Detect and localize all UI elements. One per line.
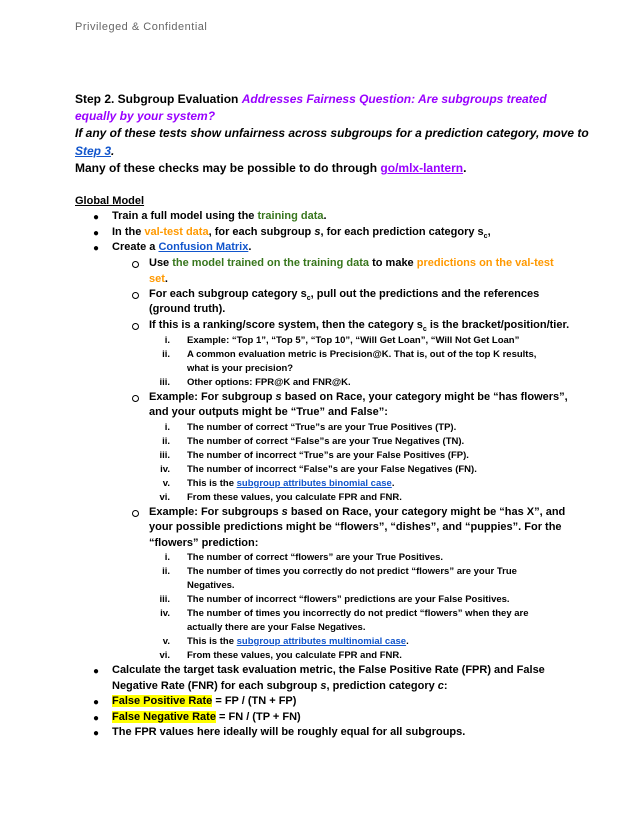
- text: ,: [487, 226, 491, 238]
- calc-metric-item: Calculate the target task evaluation metric, the False Positive Rate (FPR) and False: [112, 664, 545, 676]
- text: .: [323, 210, 327, 222]
- period: .: [463, 161, 467, 175]
- checks-line: [75, 161, 466, 175]
- checks-text: Many of these checks may be possible to do through: [75, 161, 378, 175]
- bullet-icon: ●: [93, 212, 100, 223]
- list-number: iv.: [160, 464, 170, 475]
- flowers-true-negatives: The number of times you correctly do not predict “flowers” are your True: [187, 566, 517, 577]
- each-subgroup-item: [149, 288, 539, 302]
- list-number: v.: [162, 478, 170, 489]
- text: based on Race, your category might be “has X”, and: [287, 506, 566, 518]
- text: .: [391, 478, 395, 489]
- fairness-question-cont: equally by your system?: [75, 109, 216, 123]
- list-number: v.: [162, 636, 170, 647]
- hollow-bullet-icon: [132, 292, 139, 299]
- flowers-false-negatives: The number of times you incorrectly do not predict “flowers” when they are: [187, 608, 529, 619]
- calc-metric-item-cont: [112, 680, 448, 692]
- val-test-term: val-test data: [144, 226, 209, 238]
- example-multinomial-cont2: “flowers” prediction:: [149, 537, 259, 549]
- var-c: c: [437, 680, 444, 692]
- use-model-item-cont: [149, 273, 168, 285]
- other-options: Other options: FPR@K and FNR@K.: [187, 377, 351, 388]
- global-model-heading: [75, 195, 144, 207]
- ranking-example: Example: “Top 1”, “Top 5”, “Top 10”, “Will Get Loan”, “Will Not Get Loan”: [187, 335, 520, 346]
- lantern-link[interactable]: go/mlx-lantern: [380, 161, 464, 175]
- text: In the: [112, 226, 145, 238]
- confusion-matrix-link[interactable]: Confusion Matrix: [158, 241, 249, 253]
- use-model-item: [149, 257, 554, 269]
- var-s: s: [281, 506, 288, 518]
- list-number: i.: [164, 335, 170, 346]
- list-number: vi.: [159, 650, 170, 661]
- var-s: s: [275, 391, 282, 403]
- bullet-icon: ●: [93, 228, 100, 239]
- flowers-false-negatives-cont: actually there are your False Negatives.: [187, 622, 366, 633]
- calc-fpr-fnr-2: From these values, you calculate FPR and FNR.: [187, 650, 402, 661]
- example-multinomial-cont: your possible predictions might be “flowers”, “dishes”, and “puppies”. For the: [149, 521, 562, 533]
- trained-model-term: the model trained on the training data: [172, 257, 370, 269]
- text: Example: For subgroups: [149, 506, 282, 518]
- hollow-bullet-icon: [132, 323, 139, 330]
- train-model-item: [112, 210, 327, 222]
- flowers-true-positives: The number of correct “flowers” are your True Positives.: [187, 552, 444, 563]
- var-s: s: [314, 226, 321, 238]
- hollow-bullet-icon: [132, 261, 139, 268]
- true-positives: The number of correct “True”s are your True Positives (TP).: [187, 422, 457, 433]
- false-negatives: The number of incorrect “False”s are your False Negatives (FN).: [187, 464, 477, 475]
- subscript: c: [483, 233, 488, 241]
- text: .: [164, 273, 168, 285]
- text: Train a full model using the: [112, 210, 258, 222]
- text: .: [406, 636, 409, 647]
- fnr-formula: = FN / (TP + FN): [215, 711, 301, 723]
- text: , prediction category: [326, 680, 438, 692]
- confusion-matrix-item: [112, 241, 251, 253]
- multinomial-case-link[interactable]: subgroup attributes multinomial case: [236, 636, 407, 647]
- fpr-equal-item: The FPR values here ideally will be roughly equal for all subgroups.: [112, 726, 466, 738]
- false-positives: The number of incorrect “True”s are your False Positives (FP).: [187, 450, 469, 461]
- fnr-label: False Negative Rate: [112, 711, 216, 723]
- text: , pull out the predictions and the references: [310, 288, 540, 300]
- bullet-icon: ●: [93, 728, 100, 739]
- example-binomial-cont: and your outputs might be “True” and False”:: [149, 406, 388, 418]
- hollow-bullet-icon: [132, 510, 139, 517]
- list-number: i.: [164, 552, 170, 563]
- list-number: ii.: [162, 566, 170, 577]
- fnr-formula-item: [112, 711, 301, 723]
- fpr-formula-item: [112, 695, 296, 707]
- bullet-icon: ●: [93, 713, 100, 724]
- step3-link[interactable]: Step 3: [75, 144, 112, 158]
- text: , for each subgroup: [208, 226, 315, 238]
- subscript: c: [306, 295, 311, 303]
- ranking-item: [149, 319, 569, 333]
- hollow-bullet-icon: [132, 395, 139, 402]
- list-number: iii.: [159, 450, 170, 461]
- bullet-icon: ●: [93, 697, 100, 708]
- list-number: ii.: [162, 349, 170, 360]
- var-s: s: [320, 680, 327, 692]
- multinomial-case-line: [187, 636, 409, 647]
- text: Create a: [112, 241, 159, 253]
- bullet-icon: ●: [93, 666, 100, 677]
- fpr-label: False Positive Rate: [112, 695, 213, 707]
- list-number: iv.: [160, 608, 170, 619]
- binomial-case-link[interactable]: subgroup attributes binomial case: [236, 478, 392, 489]
- list-number: vi.: [159, 492, 170, 503]
- move-instruction: If any of these tests show unfairness across subgroups for a prediction category, move to: [75, 126, 589, 140]
- text: :: [443, 680, 448, 692]
- text: Negative Rate (FNR) for each subgroup: [112, 680, 321, 692]
- flowers-false-positives: The number of incorrect “flowers” predictions are your False Positives.: [187, 594, 510, 605]
- calc-fpr-fnr: From these values, you calculate FPR and FNR.: [187, 492, 402, 503]
- example-multinomial: [149, 506, 565, 518]
- text: based on Race, your category might be “has flowers”,: [281, 391, 568, 403]
- each-subgroup-item-cont: (ground truth).: [149, 303, 226, 315]
- text: Example: For subgroup: [149, 391, 276, 403]
- precision-at-k: A common evaluation metric is Precision@K. That is, out of the top K results,: [187, 349, 537, 360]
- confidentiality-header: Privileged & Confidential: [75, 21, 208, 33]
- val-test-item: [112, 226, 491, 240]
- period: .: [111, 144, 115, 158]
- list-number: iii.: [159, 377, 170, 388]
- step3-line: [75, 144, 114, 158]
- global-model-heading-text: Global Model: [75, 195, 145, 207]
- text: This is the: [187, 636, 237, 647]
- text: .: [248, 241, 252, 253]
- predictions-term: predictions on the val-test: [416, 257, 554, 269]
- list-number: i.: [164, 422, 170, 433]
- true-negatives: The number of correct “False”s are your True Negatives (TN).: [187, 436, 465, 447]
- text: For each subgroup category s: [149, 288, 307, 300]
- list-number: ii.: [162, 436, 170, 447]
- fairness-question: Addresses Fairness Question: Are subgroups treated: [241, 92, 547, 106]
- text: If this is a ranking/score system, then the category s: [149, 319, 423, 331]
- fpr-formula: = FP / (TN + FP): [212, 695, 297, 707]
- step-title: Step 2. Subgroup Evaluation: [75, 92, 239, 106]
- list-number: iii.: [159, 594, 170, 605]
- binomial-case-line: [187, 478, 394, 489]
- text: , for each prediction category s: [320, 226, 484, 238]
- training-data-term: training data: [257, 210, 324, 222]
- flowers-true-negatives-cont: Negatives.: [187, 580, 235, 591]
- subscript: c: [422, 326, 427, 334]
- bullet-icon: ●: [93, 243, 100, 254]
- step-heading-line-1: [75, 92, 547, 106]
- text: This is the: [187, 478, 237, 489]
- precision-at-k-cont: what is your precision?: [187, 363, 294, 374]
- text: Use: [149, 257, 173, 269]
- example-binomial: [149, 391, 568, 403]
- text: to make: [369, 257, 417, 269]
- text: is the bracket/position/tier.: [426, 319, 570, 331]
- predictions-term-cont: set: [149, 273, 165, 285]
